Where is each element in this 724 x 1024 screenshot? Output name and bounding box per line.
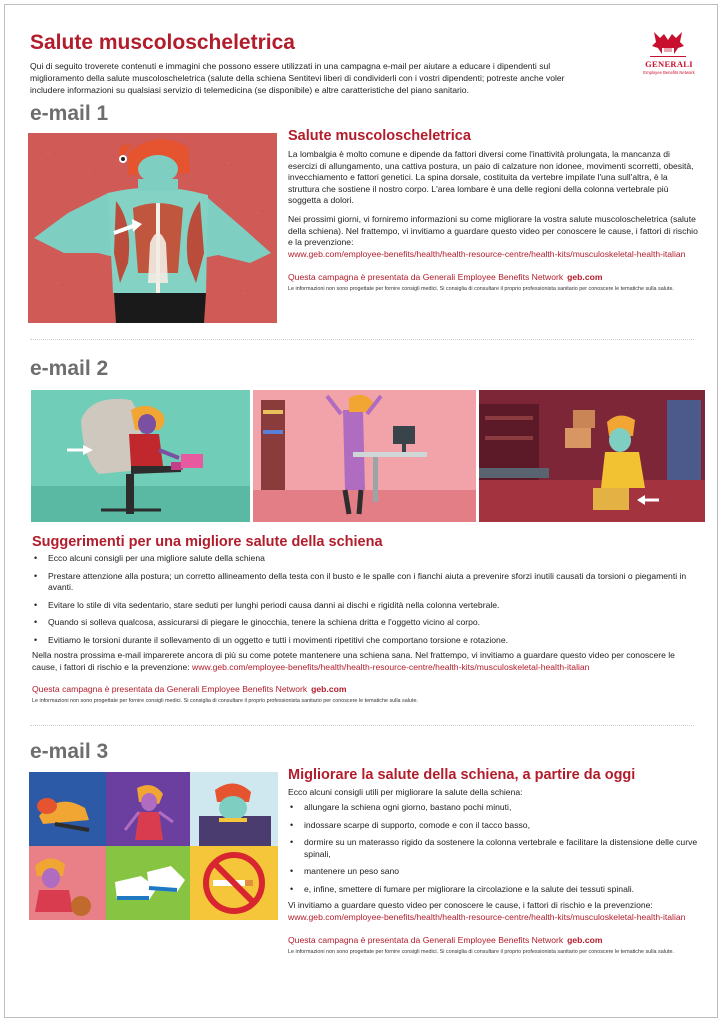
email3-disclaimer: Le informazioni non sono progettate per fornire consigli medici. Si consiglia di consultare il proprio professionista sanitario per conoscere le tematiche sulla salute. (288, 949, 674, 955)
list-item: • e, infine, smettere di fumare per migliorare la circolazione e la salute dei tessuti spinali. (288, 884, 702, 896)
email1-back-pain-illustration (28, 133, 277, 323)
list-item: • Quando si solleva qualcosa, assicurarsi di piegare le ginocchia, tenere la schiena dritta e l'oggetto vicino al corpo. (32, 617, 692, 629)
list-item: • allungare la schiena ogni giorno, bastano pochi minuti, (288, 802, 702, 814)
email3-heading: Migliorare la salute della schiena, a partire da oggi (288, 767, 636, 783)
email3-video-link[interactable]: www.geb.com/employee-benefits/health/health-resource-centre/health-kits/musculoskeletal-health-italian (288, 912, 686, 922)
list-item: • Ecco alcuni consigli per una migliore salute della schiena (32, 553, 692, 565)
section-separator (30, 725, 694, 726)
email1-video-link[interactable]: www.geb.com/employee-benefits/health/health-resource-centre/health-kits/musculoskeletal-health-italian (288, 249, 686, 259)
email2-lifting-box-illustration (479, 390, 705, 522)
list-item: • Evitiamo le torsioni durante il sollevamento di un oggetto e tutti i movimenti ripetitivi che comportano torsione e rotazione. (32, 635, 692, 647)
email2-disclaimer: Le informazioni non sono progettate per fornire consigli medici. Si consiglia di consultare il proprio professionista sanitario per conoscere le tematiche sulla salute. (32, 698, 418, 704)
list-item: • mantenere un peso sano (288, 866, 702, 878)
email2-geb-link[interactable]: geb.com (311, 684, 347, 694)
email1-campaign-text: Questa campagna è presentata da Generali Employee Benefits Network (288, 272, 564, 282)
email3-label: e-mail 3 (30, 740, 109, 763)
email2-label: e-mail 2 (30, 357, 109, 380)
email1-paragraph-1: La lombalgia è molto comune e dipende da fattori diversi come l'inattività prolungata, la mancanza di esercizi di allungamento, una cattiva postura, un paio di calzature non idonee, movimenti scorretti, obesità, invecchiamento e fattori genetici. La spina dorsale, costituita da vertebre impilate l'una sull'altra, è la struttura che sostiene il nostro corpo. L'area lombare è una delle regioni della colonna vertebrale più soggetta a dolori. (288, 149, 694, 205)
email2-paragraph-text: Nella nostra prossima e-mail imparerete ancora di più su come potete mantenere una schiena sana. Nel frattempo, vi invitiamo a guardare questo video per conoscere le cause, i fattori di rischio e la prevenzione: (32, 650, 675, 672)
email1-geb-link[interactable]: geb.com (567, 272, 603, 282)
email3-tips-collage-illustration (29, 772, 278, 920)
section-separator (30, 339, 694, 340)
email2-tips-list (32, 553, 692, 652)
email2-campaign-text: Questa campagna è presentata da Generali Employee Benefits Network (32, 684, 308, 694)
email1-heading: Salute muscoloscheletrica (288, 128, 471, 144)
email3-geb-link[interactable]: geb.com (567, 935, 603, 945)
email1-label: e-mail 1 (30, 102, 109, 125)
email2-video-link[interactable]: www.geb.com/employee-benefits/health/health-resource-centre/health-kits/musculoskeletal-health-italian (192, 661, 590, 672)
email2-sitting-illustration (31, 390, 250, 522)
email2-standing-desk-illustration (253, 390, 476, 522)
logo-subtitle: Employee Benefits Network (643, 70, 695, 75)
list-item: • Evitare lo stile di vita sedentario, stare seduti per lunghi periodi causa danni ai dischi e rigidità nella colonna vertebrale. (32, 600, 692, 612)
email3-paragraph: Vi invitiamo a guardare questo video per conoscere le cause, i fattori di rischio e la prevenzione: (288, 900, 653, 910)
email3-intro: Ecco alcuni consigli utili per migliorare la salute della schiena: (288, 787, 523, 797)
logo-wordmark: GENERALI (645, 59, 693, 69)
email3-tips-list (288, 802, 702, 901)
email1-disclaimer: Le informazioni non sono progettate per fornire consigli medici. Si consiglia di consultare il proprio professionista sanitario per conoscere le tematiche sulla salute. (288, 286, 674, 292)
page-title: Salute muscoloscheletrica (30, 31, 295, 54)
list-item: • Prestare attenzione alla postura; un corretto allineamento della testa con il busto e le spalle con i fianchi aiuta a prevenire sforzi inutili causati da torsioni o piegamenti in avanti. (32, 571, 692, 594)
email2-campaign-line (32, 684, 347, 694)
email3-campaign-line (288, 935, 603, 945)
email1-campaign-line (288, 272, 603, 282)
email3-campaign-text: Questa campagna è presentata da Generali Employee Benefits Network (288, 935, 564, 945)
email2-paragraph (32, 650, 692, 673)
intro-text: Qui di seguito troverete contenuti e immagini che possono essere utilizzati in una campagna e-mail per aiutare a educare i dipendenti sul miglioramento della salute muscoloscheletrica (salute della schiena Sentitevi liberi di condividerli con i vostri dipendenti; potreste anche voler includere informazioni su qualsiasi servizio di telemedicina (se disponibile) e altre caratteristiche del piano sanitario. (30, 61, 565, 95)
email1-paragraph-2: Nei prossimi giorni, vi forniremo informazioni su come migliorare la vostra salute muscoloscheletrica (salute della schiena). Nel frattempo, vi invitiamo a guardare questo video per conoscere le cause, i fattori di rischio e la prevenzione: (288, 214, 698, 247)
email2-heading: Suggerimenti per una migliore salute della schiena (32, 534, 383, 550)
list-item: • dormire su un materasso rigido da sostenere la colonna vertebrale e facilitare la distensione delle curve spinali, (288, 837, 702, 860)
list-item: • indossare scarpe di supporto, comode e con il tacco basso, (288, 820, 702, 832)
